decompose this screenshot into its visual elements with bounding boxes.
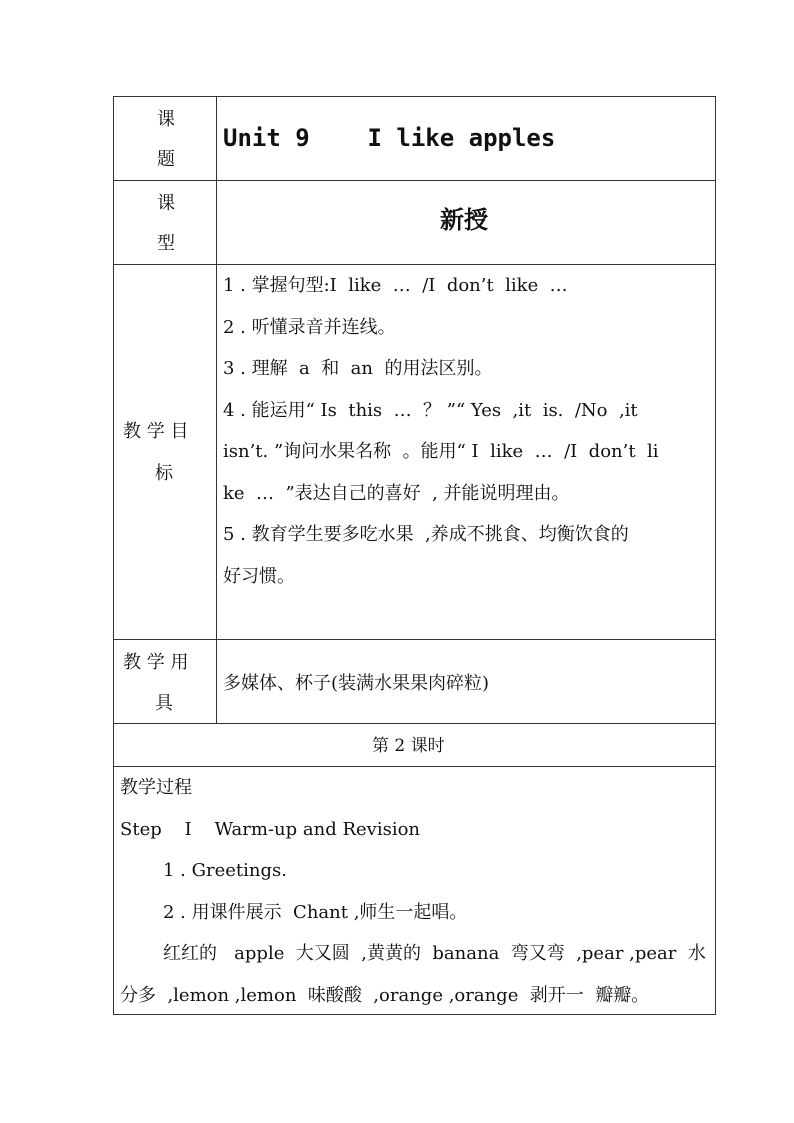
step-item: 2 . 用课件展示 Chant ,师生一起唱。: [163, 902, 468, 923]
tools-label-cell: [114, 640, 217, 723]
type-label-cell: [114, 181, 217, 264]
subject-label-cell: [114, 97, 217, 180]
goal-line: 2 . 听懂录音并连线。: [223, 317, 396, 338]
goals-content-cell: [217, 265, 715, 639]
goals-label-cell: [114, 265, 217, 639]
lesson-number: 第 2 课时: [372, 736, 445, 756]
process-heading: 教学过程: [120, 777, 192, 798]
subject-label-line1: 课: [157, 109, 175, 130]
tools-value: 多媒体、杯子(装满水果果肉碎粒): [223, 673, 490, 694]
step-item: 1 . Greetings.: [163, 860, 287, 881]
type-value: 新授: [440, 205, 488, 234]
lesson-row: [114, 724, 715, 767]
goal-line: 1 . 掌握句型:I like … /I don’t like …: [223, 275, 568, 296]
step-heading: Step I Warm-up and Revision: [120, 819, 421, 840]
lesson-plan-table: [113, 96, 716, 1015]
goal-line: 好习惯。: [223, 566, 295, 587]
goals-label-line1: 教 学 目: [123, 421, 189, 442]
subject-label-line2: 题: [157, 149, 175, 170]
process-row: [114, 767, 715, 1014]
goals-label-line2: 标: [155, 463, 173, 484]
type-content-cell: [217, 181, 715, 264]
type-row: [114, 181, 715, 265]
goal-line: ke … ”表达自己的喜好 , 并能说明理由。: [223, 483, 570, 504]
tools-content-cell: [217, 640, 715, 723]
type-label-line1: 课: [157, 193, 175, 214]
chant-line: 分多 ,lemon ,lemon 味酸酸 ,orange ,orange 剥开一 瓣瓣。: [120, 985, 650, 1006]
chant-line: 红红的 apple 大又圆 ,黄黄的 banana 弯又弯 ,pear ,pear 水: [163, 943, 706, 964]
tools-label-line1: 教 学 用: [123, 652, 189, 673]
subject-row: [114, 97, 715, 181]
subject-content-cell: [217, 97, 715, 180]
goal-line: 5 . 教育学生要多吃水果 ,养成不挑食、均衡饮食的: [223, 524, 629, 545]
goal-line: 3 . 理解 a 和 an 的用法区别。: [223, 358, 493, 379]
goal-line: 4 . 能运用“ Is this … ？ ”“ Yes ,it is. /No ,it: [223, 400, 638, 421]
tools-row: [114, 640, 715, 724]
goals-row: [114, 265, 715, 640]
goal-line: isn’t. ”询问水果名称 。能用“ I like … /I don’t li: [223, 441, 659, 462]
tools-label-line2: 具: [155, 693, 173, 714]
type-label-line2: 型: [157, 233, 175, 254]
subject-title: Unit 9 I like apples: [223, 124, 556, 152]
